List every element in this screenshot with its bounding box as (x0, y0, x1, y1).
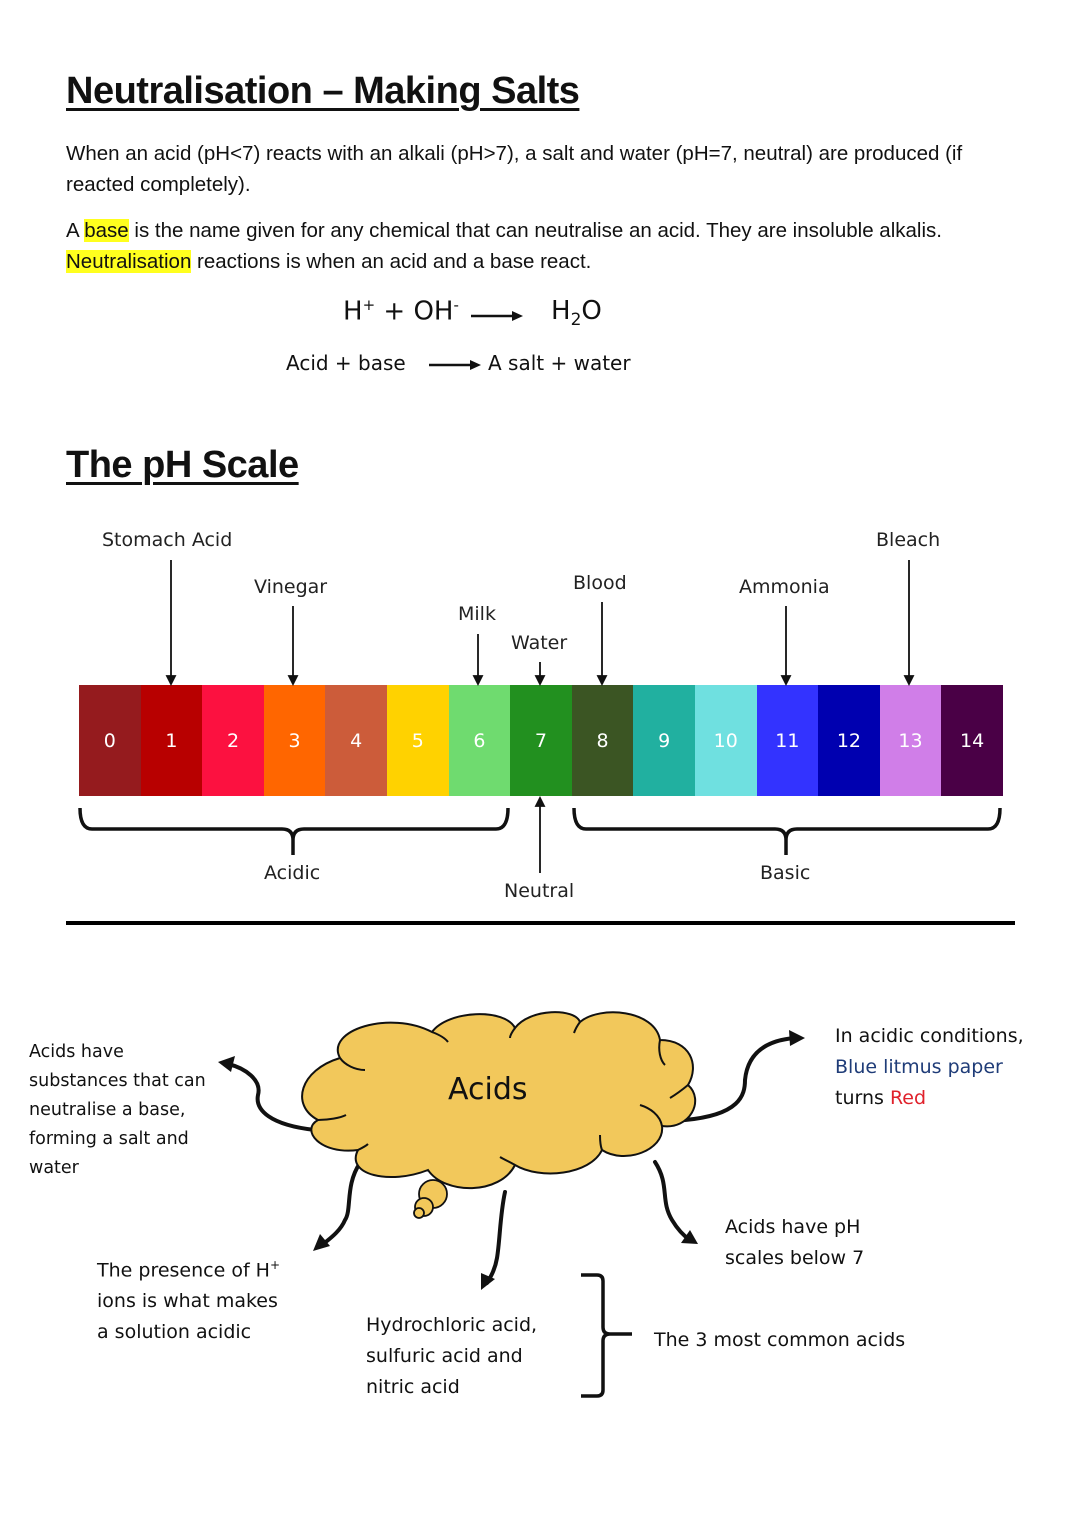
note-line: scales below 7 (725, 1247, 865, 1269)
h-charge: + (269, 1258, 281, 1272)
plus-sign: + (383, 296, 406, 327)
marker-bleach: Bleach (876, 529, 941, 551)
ph-value: 3 (288, 729, 301, 752)
ph-value: 5 (411, 729, 424, 752)
highlight-neutralisation: Neutralisation (66, 250, 192, 273)
page-title: Neutralisation – Making Salts (66, 70, 580, 112)
bracket-label: The 3 most common acids (654, 1329, 906, 1351)
marker-milk: Milk (458, 603, 496, 625)
ph-value: 14 (960, 729, 985, 752)
para-prefix: A (66, 219, 85, 242)
thought-bubble-icon (414, 1208, 424, 1218)
h-symbol: H (343, 296, 363, 327)
intro-paragraph: When an acid (pH<7) reacts with an alkali (pH>7), a salt and water (pH=7, neutral) are produced (if reacted completely). (66, 142, 963, 196)
arrowhead-icon (789, 1030, 805, 1046)
ph-value: 12 (836, 729, 862, 752)
range-basic: Basic (760, 862, 811, 884)
para-suffix: reactions is when an acid and a base react. (191, 250, 592, 273)
note-line: The presence of H (97, 1259, 270, 1282)
ph-value: 0 (103, 729, 116, 752)
ph-value: 9 (658, 729, 671, 752)
connector-right (685, 1038, 795, 1120)
acids-cloud (302, 1012, 695, 1218)
h-charge: + (362, 296, 376, 314)
oh-symbol: OH (413, 296, 454, 327)
marker-stomach-acid: Stomach Acid (102, 529, 233, 551)
note-line: water (29, 1158, 79, 1178)
note-line: neutralise a base, (29, 1100, 186, 1120)
connector-bottom-center (487, 1192, 505, 1283)
note-neutralise-base (29, 1038, 206, 1183)
ph-value: 10 (713, 729, 738, 752)
common-acids-brace (581, 1275, 632, 1396)
ph-scale-title: The pH Scale (66, 444, 299, 486)
note-h-ions (97, 1250, 280, 1348)
note-red: Red (889, 1087, 927, 1109)
water-o: O (581, 296, 602, 326)
range-neutral: Neutral (504, 880, 575, 902)
word-equation-lhs: Acid + base (286, 351, 406, 375)
note-line: substances that can (29, 1071, 206, 1091)
ph-value: 11 (775, 729, 800, 752)
note-line: forming a salt and (29, 1129, 189, 1149)
note-common-acids (366, 1310, 537, 1403)
marker-blood: Blood (573, 572, 627, 594)
note-line: Hydrochloric acid, (366, 1314, 538, 1336)
note-line: turns (835, 1087, 890, 1109)
marker-vinegar: Vinegar (254, 576, 328, 598)
note-line: Acids have (29, 1042, 124, 1062)
ph-value: 1 (165, 729, 178, 752)
note-line: Acids have pH (725, 1216, 861, 1238)
note-line: nitric acid (366, 1376, 460, 1398)
note-litmus (835, 1021, 1024, 1114)
water-h: H (551, 296, 571, 326)
note-line: ions is what makes (97, 1290, 278, 1313)
oh-charge: - (453, 296, 459, 314)
ph-value: 6 (473, 729, 486, 752)
connector-bottom-right (655, 1162, 690, 1240)
highlight-base: base (84, 219, 129, 242)
water-subscript: 2 (570, 310, 582, 331)
connector-bottom-left (322, 1163, 360, 1245)
ph-value: 2 (226, 729, 240, 752)
note-line: In acidic conditions, (835, 1025, 1024, 1047)
range-acidic: Acidic (264, 862, 321, 884)
note-line: sulfuric acid and (366, 1345, 523, 1367)
note-ph-below-7 (725, 1212, 864, 1274)
para-middle: is the name given for any chemical that can neutralise an acid. They are insoluble alkalis. (128, 219, 942, 242)
marker-water: Water (511, 632, 568, 654)
arrowhead-icon (218, 1056, 235, 1072)
marker-ammonia: Ammonia (739, 576, 830, 598)
ph-value: 7 (534, 729, 547, 752)
note-line: a solution acidic (97, 1321, 252, 1344)
ph-value: 8 (596, 729, 609, 752)
word-equation-rhs: A salt + water (488, 351, 631, 375)
ph-value: 4 (350, 729, 363, 752)
cloud-label: Acids (448, 1072, 528, 1107)
ph-value: 13 (898, 729, 923, 752)
note-blue-litmus: Blue litmus paper (835, 1056, 1003, 1078)
